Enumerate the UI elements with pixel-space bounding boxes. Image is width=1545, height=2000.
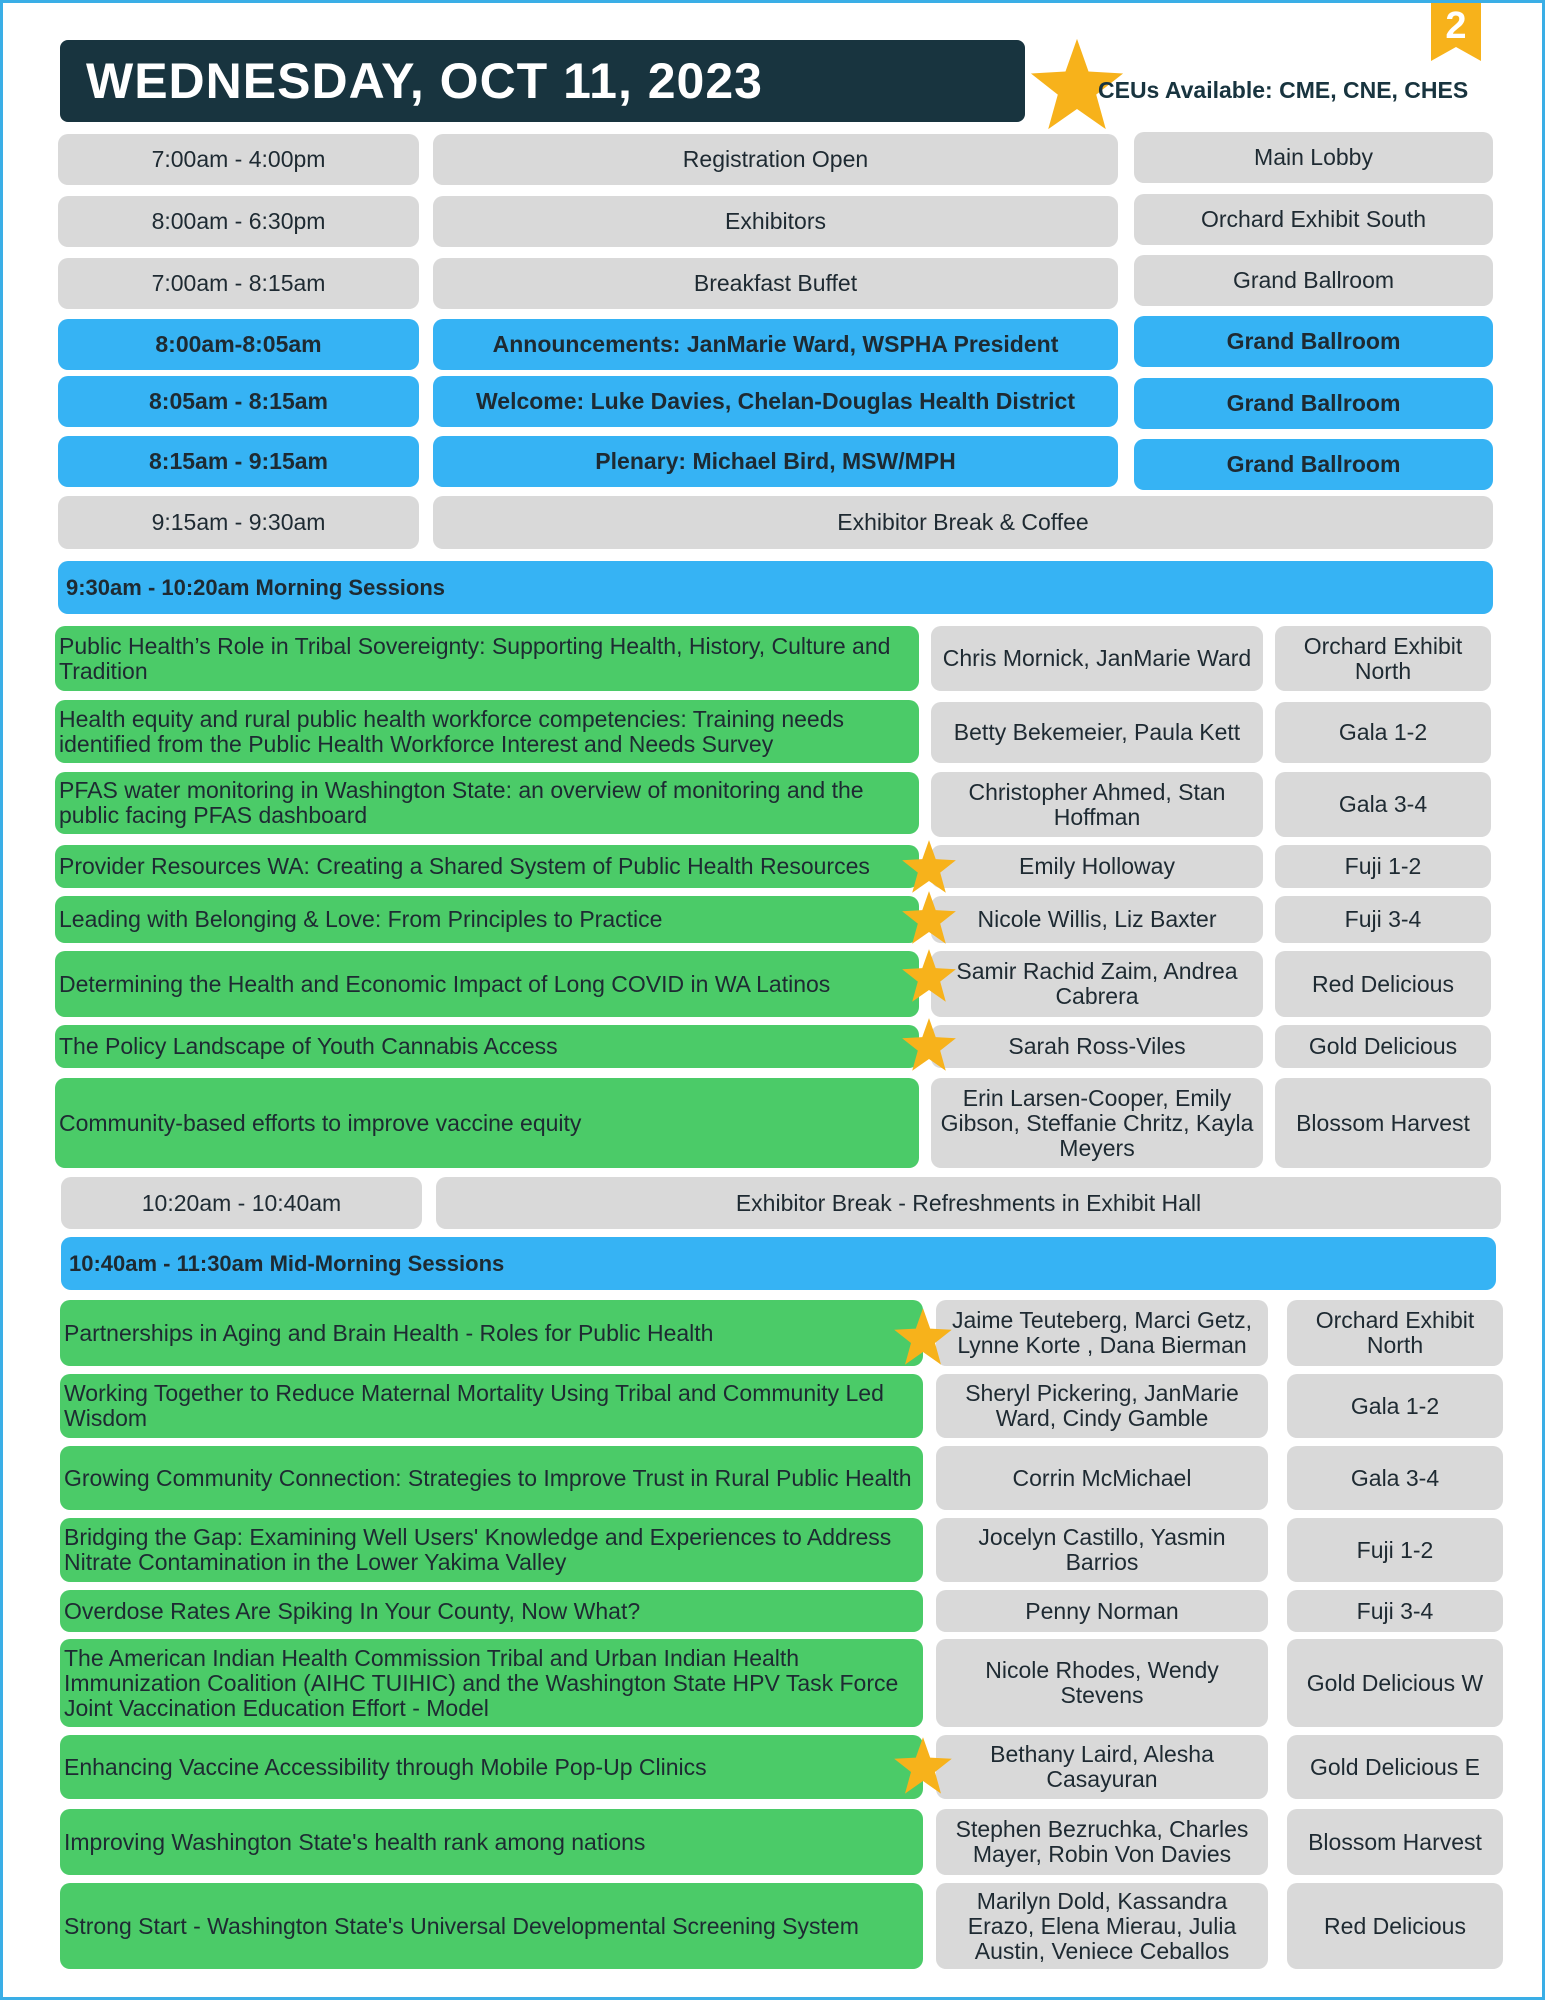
star-icon	[901, 839, 957, 895]
session-speakers: Erin Larsen-Cooper, Emily Gibson, Steffanie Chritz, Kayla Meyers	[931, 1078, 1263, 1168]
session-title: PFAS water monitoring in Washington State: an overview of monitoring and the public facing PFAS dashboard	[55, 772, 919, 834]
schedule-event: Registration Open	[433, 134, 1118, 185]
session-speakers: Penny Norman	[936, 1590, 1268, 1632]
schedule-time: 8:15am - 9:15am	[58, 436, 419, 487]
session-speakers: Stephen Bezruchka, Charles Mayer, Robin Von Davies	[936, 1809, 1268, 1875]
break-event: Exhibitor Break - Refreshments in Exhibit Hall	[436, 1177, 1501, 1229]
session-speakers: Christopher Ahmed, Stan Hoffman	[931, 772, 1263, 837]
session-room: Gala 3-4	[1275, 772, 1491, 837]
session-title: Public Health’s Role in Tribal Sovereignty: Supporting Health, History, Culture and Tradition	[55, 626, 919, 691]
session-room: Gold Delicious	[1275, 1025, 1491, 1068]
session-title: Community-based efforts to improve vaccine equity	[55, 1078, 919, 1168]
session-title: Partnerships in Aging and Brain Health - Roles for Public Health	[60, 1300, 923, 1366]
schedule-location: Grand Ballroom	[1134, 316, 1493, 367]
session-title: The American Indian Health Commission Tribal and Urban Indian Health Immunization Coalition (AIHC TUIHIC) and the Washington State HPV Task Force Joint Vaccination Education Effort - Model	[60, 1639, 923, 1727]
session-title: Leading with Belonging & Love: From Principles to Practice	[55, 896, 919, 943]
session-room: Red Delicious	[1287, 1883, 1503, 1969]
schedule-event: Announcements: JanMarie Ward, WSPHA President	[433, 319, 1118, 370]
session-speakers: Sarah Ross-Viles	[931, 1025, 1263, 1068]
schedule-location: Grand Ballroom	[1134, 439, 1493, 490]
session-speakers: Samir Rachid Zaim, Andrea Cabrera	[931, 951, 1263, 1017]
schedule-time: 7:00am - 4:00pm	[58, 134, 419, 185]
session-title: Health equity and rural public health workforce competencies: Training needs identified from the Public Health Workforce Interest and Needs Survey	[55, 700, 919, 763]
session-title: Improving Washington State's health rank among nations	[60, 1809, 923, 1875]
star-icon	[901, 890, 957, 946]
session-title: Provider Resources WA: Creating a Shared System of Public Health Resources	[55, 845, 919, 888]
session-title: Overdose Rates Are Spiking In Your County, Now What?	[60, 1590, 923, 1632]
star-icon	[893, 1736, 953, 1796]
page-number: 2	[1445, 5, 1467, 47]
session-room: Fuji 1-2	[1287, 1518, 1503, 1582]
ceus-available: CEUs Available: CME, CNE, CHES	[1098, 77, 1469, 103]
session-title: Working Together to Reduce Maternal Mortality Using Tribal and Community Led Wisdom	[60, 1374, 923, 1438]
session-title: The Policy Landscape of Youth Cannabis Access	[55, 1025, 919, 1068]
session-speakers: Sheryl Pickering, JanMarie Ward, Cindy Gamble	[936, 1374, 1268, 1438]
session-title: Strong Start - Washington State's Universal Developmental Screening System	[60, 1883, 923, 1969]
session-room: Gala 1-2	[1275, 702, 1491, 763]
page-title: WEDNESDAY, OCT 11, 2023	[86, 53, 763, 109]
schedule-event: Exhibitor Break & Coffee	[433, 496, 1493, 549]
session-room: Fuji 1-2	[1275, 845, 1491, 888]
session-room: Blossom Harvest	[1275, 1078, 1491, 1168]
session-speakers: Jocelyn Castillo, Yasmin Barrios	[936, 1518, 1268, 1582]
schedule-time: 9:15am - 9:30am	[58, 496, 419, 549]
session-title: Enhancing Vaccine Accessibility through Mobile Pop-Up Clinics	[60, 1735, 923, 1799]
midmorning-sessions-header: 10:40am - 11:30am Mid-Morning Sessions	[61, 1237, 1496, 1290]
session-speakers: Emily Holloway	[931, 845, 1263, 888]
schedule-time: 8:00am-8:05am	[58, 319, 419, 370]
schedule-location: Orchard Exhibit South	[1134, 194, 1493, 245]
session-room: Gold Delicious W	[1287, 1639, 1503, 1727]
schedule-event: Welcome: Luke Davies, Chelan-Douglas Health District	[433, 376, 1118, 427]
session-room: Blossom Harvest	[1287, 1809, 1503, 1875]
session-speakers: Nicole Rhodes, Wendy Stevens	[936, 1639, 1268, 1727]
session-title: Bridging the Gap: Examining Well Users' Knowledge and Experiences to Address Nitrate Contamination in the Lower Yakima Valley	[60, 1518, 923, 1582]
session-room: Orchard Exhibit North	[1287, 1300, 1503, 1366]
star-icon	[901, 1017, 957, 1073]
page-title-bar	[60, 40, 1025, 122]
session-speakers: Bethany Laird, Alesha Casayuran	[936, 1735, 1268, 1799]
break-time: 10:20am - 10:40am	[61, 1177, 422, 1229]
star-icon	[901, 948, 957, 1004]
schedule-time: 8:00am - 6:30pm	[58, 196, 419, 247]
page-number-badge	[1431, 3, 1481, 61]
session-room: Fuji 3-4	[1287, 1590, 1503, 1632]
session-speakers: Corrin McMichael	[936, 1446, 1268, 1510]
session-speakers: Betty Bekemeier, Paula Kett	[931, 702, 1263, 763]
session-title: Growing Community Connection: Strategies to Improve Trust in Rural Public Health	[60, 1446, 923, 1510]
session-speakers: Marilyn Dold, Kassandra Erazo, Elena Mierau, Julia Austin, Veniece Ceballos	[936, 1883, 1268, 1969]
session-title: Determining the Health and Economic Impact of Long COVID in WA Latinos	[55, 951, 919, 1017]
session-speakers: Chris Mornick, JanMarie Ward	[931, 626, 1263, 691]
schedule-time: 7:00am - 8:15am	[58, 258, 419, 309]
session-room: Orchard Exhibit North	[1275, 626, 1491, 691]
session-room: Gold Delicious E	[1287, 1735, 1503, 1799]
schedule-location: Main Lobby	[1134, 132, 1493, 183]
morning-sessions-header: 9:30am - 10:20am Morning Sessions	[58, 561, 1493, 614]
session-room: Red Delicious	[1275, 951, 1491, 1017]
schedule-event: Plenary: Michael Bird, MSW/MPH	[433, 436, 1118, 487]
session-room: Gala 1-2	[1287, 1374, 1503, 1438]
session-room: Gala 3-4	[1287, 1446, 1503, 1510]
schedule-event: Exhibitors	[433, 196, 1118, 247]
schedule-location: Grand Ballroom	[1134, 255, 1493, 306]
session-room: Fuji 3-4	[1275, 896, 1491, 943]
session-speakers: Nicole Willis, Liz Baxter	[931, 896, 1263, 943]
schedule-event: Breakfast Buffet	[433, 258, 1118, 309]
session-speakers: Jaime Teuteberg, Marci Getz, Lynne Korte , Dana Bierman	[936, 1300, 1268, 1366]
schedule-time: 8:05am - 8:15am	[58, 376, 419, 427]
star-icon	[893, 1307, 953, 1367]
schedule-location: Grand Ballroom	[1134, 378, 1493, 429]
